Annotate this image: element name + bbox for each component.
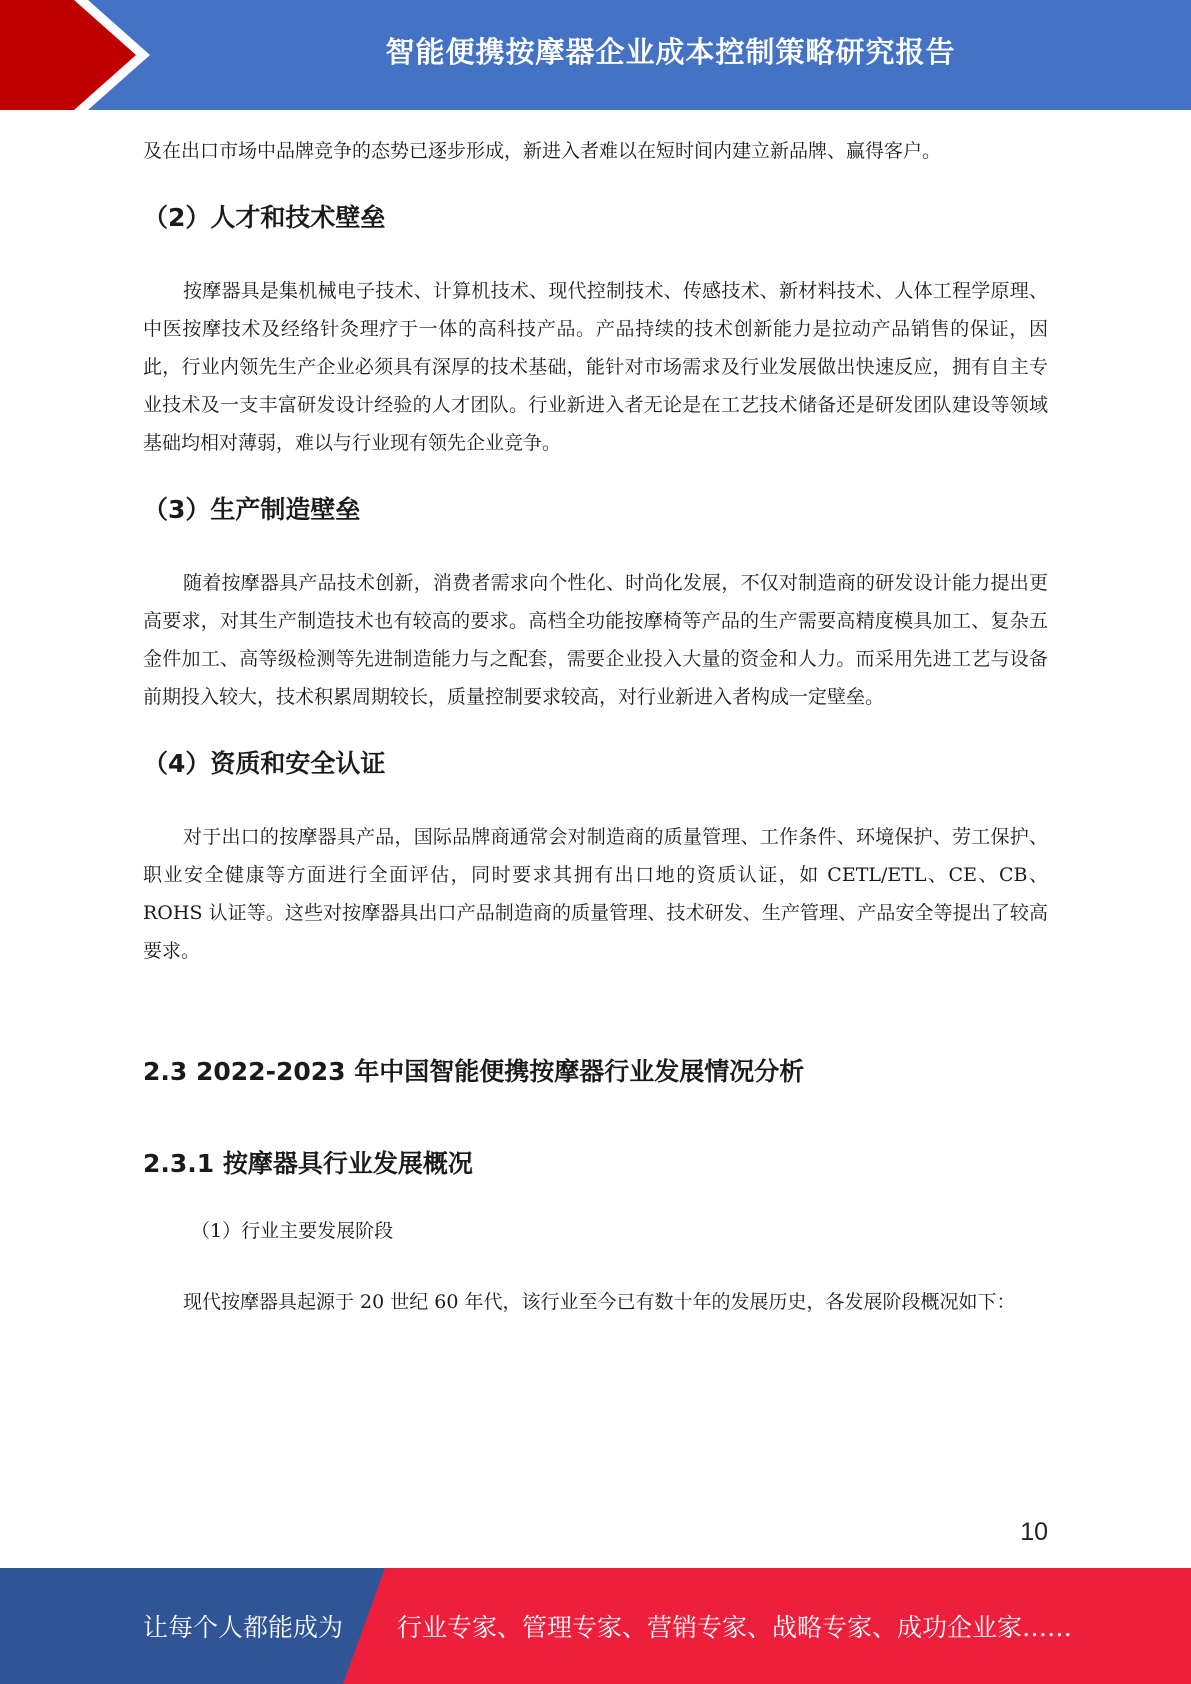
header-banner [0, 0, 1191, 110]
section-heading-certification: （4）资质和安全认证 [143, 749, 386, 778]
footer-banner [0, 1568, 1191, 1684]
footer-slogan: 让每个人都能成为 [143, 1613, 344, 1642]
section-heading-manufacturing: （3）生产制造壁垒 [143, 495, 361, 524]
subchapter-heading: 2.3.1 按摩器具行业发展概况 [143, 1149, 473, 1178]
section-heading-talent-tech: （2）人才和技术壁垒 [143, 203, 386, 232]
red-arrow-icon [0, 0, 160, 110]
footer-roles: 行业专家、管理专家、营销专家、战略专家、成功企业家…… [397, 1613, 1073, 1642]
section-paragraph-talent-tech: 按摩器具是集机械电子技术、计算机技术、现代控制技术、传感技术、新材料技术、人体工程学原理、中医按摩技术及经络针灸理疗于一体的高科技产品。产品持续的技术创新能力是拉动产品销售的保证，因此，行业内领先生产企业必须具有深厚的技术基础，能针对市场需求及行业发展做出快速反应，拥有自主专业技术及一支丰富研发设计经验的人才团队。行业新进入者无论是在工艺技术储备还是研发团队建设等领域基础均相对薄弱，难以与行业现有领先企业竞争。 [143, 280, 1048, 454]
section-paragraph-manufacturing: 随着按摩器具产品技术创新，消费者需求向个性化、时尚化发展，不仅对制造商的研发设计能力提出更高要求，对其生产制造技术也有较高的要求。高档全功能按摩椅等产品的生产需要高精度模具加工、复杂五金件加工、高等级检测等先进制造能力与之配套，需要企业投入大量的资金和人力。而采用先进工艺与设备前期投入较大，技术积累周期较长，质量控制要求较高，对行业新进入者构成一定壁垒。 [143, 572, 1048, 708]
intro-paragraph: 及在出口市场中品牌竞争的态势已逐步形成，新进入者难以在短时间内建立新品牌、赢得客户。 [143, 140, 942, 162]
document-body [143, 132, 1048, 1321]
final-paragraph: 现代按摩器具起源于 20 世纪 60 年代，该行业至今已有数十年的发展历史，各发展阶段概况如下： [183, 1291, 1016, 1313]
chapter-heading: 2.3 2022-2023 年中国智能便携按摩器行业发展情况分析 [143, 1057, 805, 1086]
section-paragraph-certification: 对于出口的按摩器具产品，国际品牌商通常会对制造商的质量管理、工作条件、环境保护、劳工保护、职业安全健康等方面进行全面评估，同时要求其拥有出口地的资质认证，如 CETL/ETL、CE、CB、ROHS 认证等。这些对按摩器具出口产品制造商的质量管理、技术研发、生产管理、产品安全等提出了较高要求。 [143, 826, 1048, 962]
report-title: 智能便携按摩器企业成本控制策略研究报告 [385, 34, 956, 69]
page-number: 10 [1020, 1518, 1048, 1546]
sub-item-development-stages: （1）行业主要发展阶段 [191, 1220, 394, 1242]
